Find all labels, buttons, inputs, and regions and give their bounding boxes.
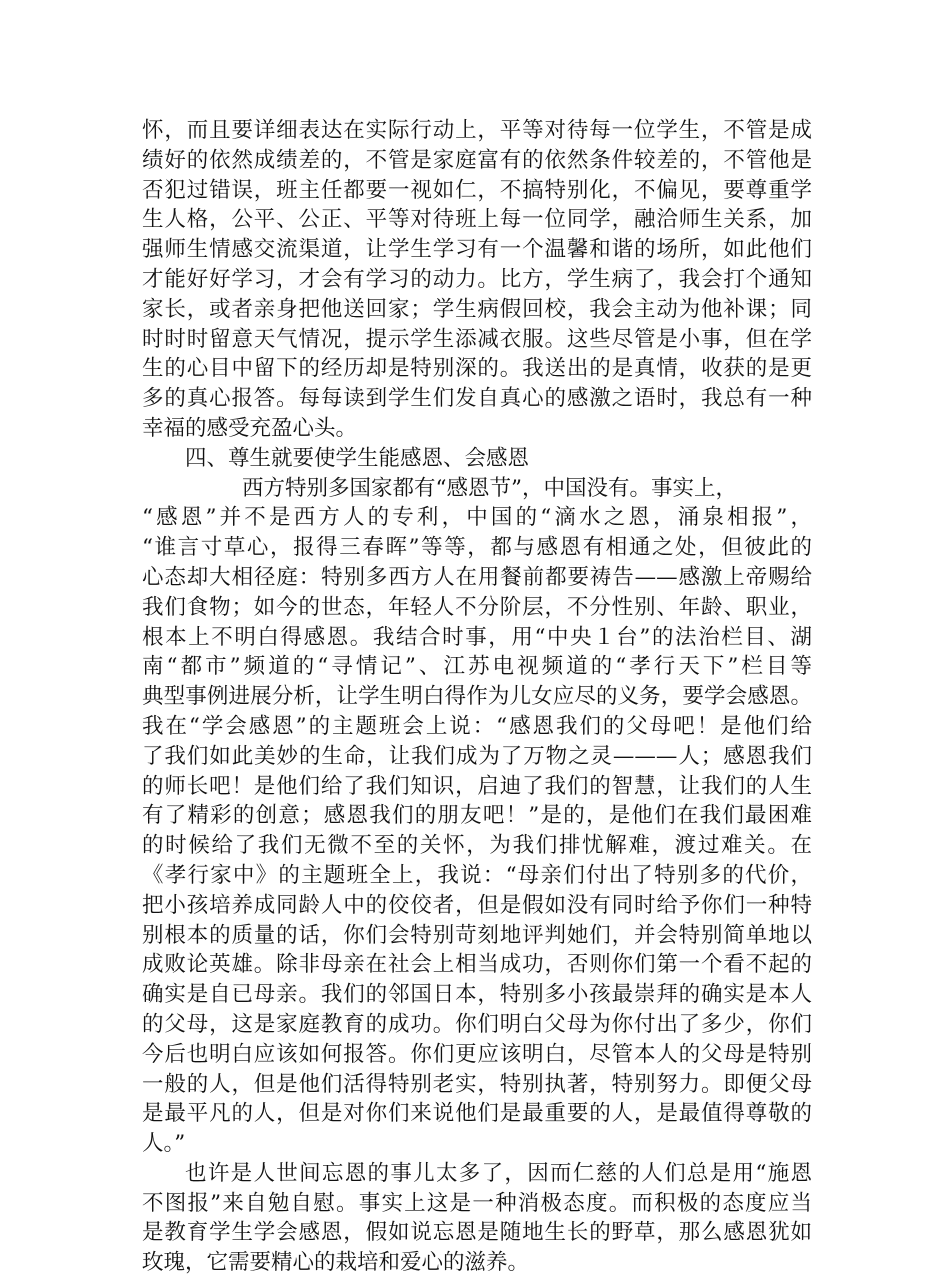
- text-line: “感恩”并不是西方人的专利，中国的“滴水之恩，涌泉相报”，: [142, 505, 812, 531]
- text-line: 把小孩培养成同龄人中的佼佼者，但是假如没有同时给予你们一种特: [142, 892, 812, 918]
- text-line: 绩好的依然成绩差的，不管是家庭富有的依然条件较差的，不管他是: [142, 147, 812, 173]
- text-line: 我们食物；如今的世态，年轻人不分阶层，不分性别、年龄、职业，: [142, 594, 812, 620]
- text-line: 强师生情感交流渠道，让学生学习有一个温馨和谐的场所，如此他们: [142, 237, 812, 263]
- text-line: 成败论英雄。除非母亲在社会上相当成功，否则你们第一个看不起的: [142, 952, 812, 978]
- text-line: 否犯过错误，班主任都要一视如仁，不搞特别化，不偏见，要尊重学: [142, 177, 812, 203]
- text-line: 玫瑰，它需要精心的栽培和爱心的滋养。: [142, 1250, 530, 1276]
- text-line: 才能好好学习，才会有学习的动力。比方，学生病了，我会打个通知: [142, 266, 812, 292]
- text-line: 一般的人，但是他们活得特别老实，特别执著，特别努力。即便父母: [142, 1071, 812, 1097]
- text-line: 多的真心报答。每每读到学生们发自真心的感激之语时，我总有一种: [142, 386, 812, 412]
- body-text: [142, 116, 812, 1278]
- text-line: 时时时留意天气情况，提示学生添减衣服。这些尽管是小事，但在学: [142, 326, 812, 352]
- text-line: 典型事例进展分析，让学生明白得作为儿女应尽的义务，要学会感恩。: [142, 684, 812, 710]
- text-line: 了我们如此美妙的生命，让我们成为了万物之灵———人；感恩我们: [142, 743, 812, 769]
- text-line: 生的心目中留下的经历却是特别深的。我送出的是真情，收获的是更: [142, 356, 812, 382]
- text-line: 的父母，这是家庭教育的成功。你们明白父母为你付出了多少，你们: [142, 1011, 812, 1037]
- text-line: 确实是自已母亲。我们的邻国日本，特别多小孩最崇拜的确实是本人: [142, 982, 812, 1008]
- text-line: 是最平凡的人，但是对你们来说他们是最重要的人，是最值得尊敬的: [142, 1101, 812, 1127]
- text-line: 南“都市”频道的“寻情记”、江苏电视频道的“孝行天下”栏目等: [142, 654, 812, 680]
- text-line: 《孝行家中》的主题班全上，我说：“母亲们付出了特别多的代价，: [142, 862, 812, 888]
- text-line: 幸福的感受充盈心头。: [142, 415, 358, 441]
- text-line: 别根本的质量的话，你们会特别苛刻地评判她们，并会特别简单地以: [142, 922, 812, 948]
- text-line: 人。”: [142, 1131, 186, 1157]
- text-line: 是教育学生学会感恩，假如说忘恩是随地生长的野草，那么感恩犹如: [142, 1220, 812, 1246]
- text-line: 根本上不明白得感恩。我结合时事，用“中央１台”的法治栏目、湖: [142, 624, 812, 650]
- text-line: 的师长吧！是他们给了我们知识，启迪了我们的智慧，让我们的人生: [142, 773, 812, 799]
- text-line: 家长，或者亲身把他送回家；学生病假回校，我会主动为他补课；同: [142, 296, 812, 322]
- text-line: “谁言寸草心，报得三春晖”等等，都与感恩有相通之处，但彼此的: [142, 535, 812, 561]
- section-heading: 四、尊生就要使学生能感恩、会感恩: [185, 445, 530, 471]
- text-line: 的时候给了我们无微不至的关怀，为我们排忧解难，渡过难关。在: [142, 833, 812, 859]
- text-line: 今后也明白应该如何报答。你们更应该明白，尽管本人的父母是特别: [142, 1041, 812, 1067]
- text-line: 不图报”来自勉自慰。事实上这是一种消极态度。而积极的态度应当: [142, 1190, 812, 1216]
- text-line: 生人格，公平、公正、平等对待班上每一位同学，融洽师生关系，加: [142, 207, 812, 233]
- text-line: 有了精彩的创意；感恩我们的朋友吧！”是的，是他们在我们最困难: [142, 803, 812, 829]
- text-line: 我在“学会感恩”的主题班会上说：“感恩我们的父母吧！是他们给: [142, 713, 812, 739]
- text-line: 怀，而且要详细表达在实际行动上，平等对待每一位学生，不管是成: [142, 118, 812, 143]
- text-line: 西方特别多国家都有“感恩节”，中国没有。事实上，: [242, 475, 737, 501]
- text-line: 心态却大相径庭：特别多西方人在用餐前都要祷告——感激上帝赐给: [142, 564, 812, 590]
- text-line: 也许是人世间忘恩的事儿太多了，因而仁慈的人们总是用“施恩: [185, 1160, 812, 1186]
